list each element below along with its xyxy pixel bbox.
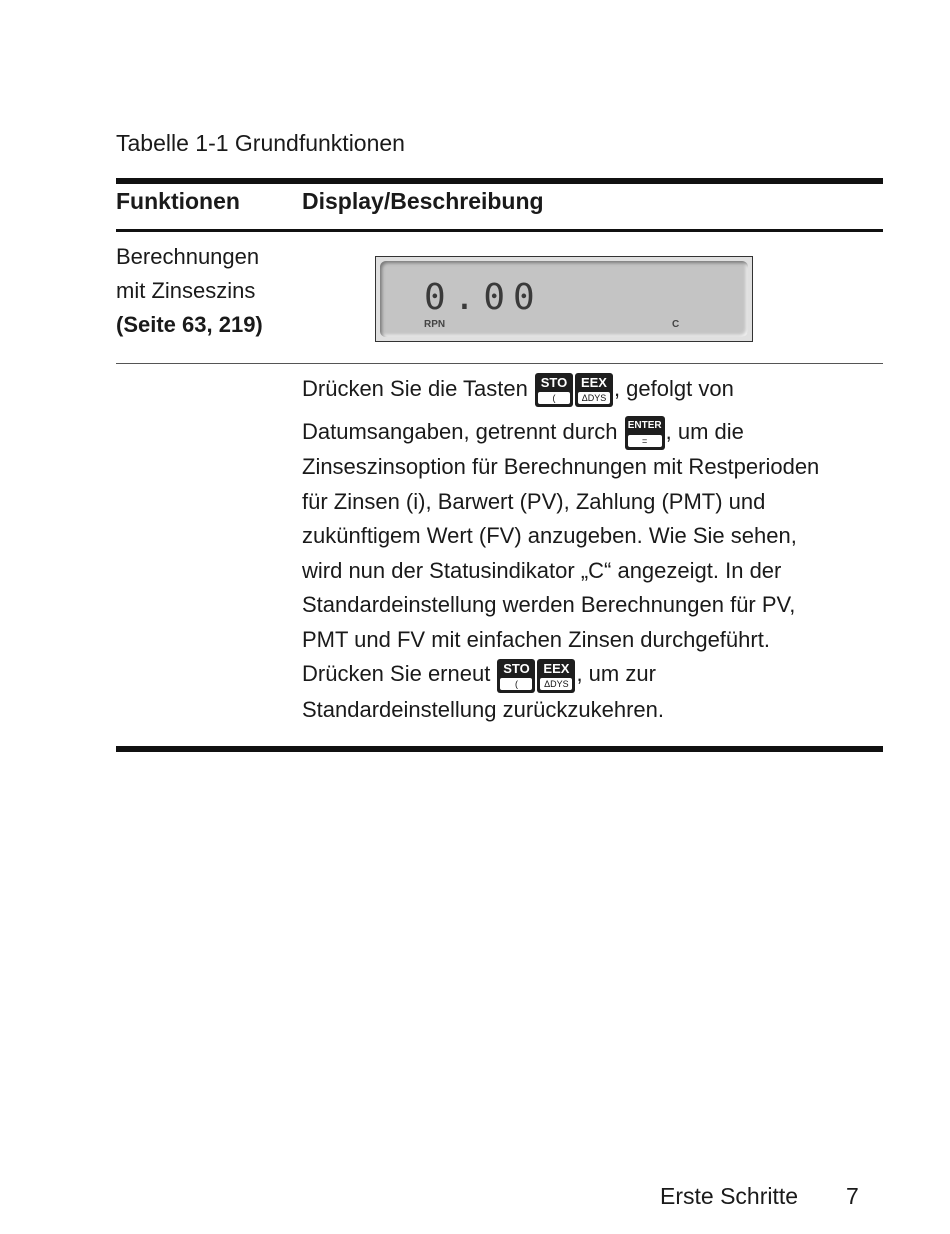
sto-key-icon [497, 659, 535, 693]
sto-key-label: STO [503, 660, 530, 676]
lcd-screen [380, 261, 748, 337]
table-caption: Tabelle 1-1 Grundfunktionen [116, 130, 405, 156]
footer-section-title: Erste Schritte [660, 1183, 799, 1209]
function-name-line2: mit Zinseszins [116, 278, 256, 303]
desc-line-1 [302, 372, 872, 407]
function-page-ref: (Seite 63, 219) [116, 312, 263, 337]
function-name-line1: Berechnungen [116, 244, 260, 269]
desc-line-4: für Zinsen (i), Barwert (PV), Zahlung (PMT) und [302, 488, 766, 514]
desc-line-1a: Drücken Sie die Tasten [302, 376, 534, 401]
desc-line-1b: , gefolgt von [613, 376, 734, 401]
enter-key-icon [625, 416, 665, 450]
desc-line-9 [302, 657, 872, 692]
function-cell [116, 240, 263, 342]
header-rule [116, 229, 883, 232]
desc-line-2 [302, 415, 872, 450]
sto-key-shift-label: ( [500, 678, 532, 690]
table-bottom-rule [116, 746, 883, 752]
desc-line-7: Standardeinstellung werden Berechnungen für PV, [302, 592, 796, 618]
row-divider [116, 363, 883, 364]
desc-line-10: Standardeinstellung zurückzukehren. [302, 696, 665, 722]
lcd-rpn-indicator: RPN [424, 319, 446, 330]
enter-key-label: ENTER [627, 420, 662, 432]
page-number: 7 [846, 1183, 859, 1209]
calculator-display [375, 256, 753, 342]
header-display-description: Display/Beschreibung [302, 188, 544, 214]
desc-line-8: PMT und FV mit einfachen Zinsen durchgeführt. [302, 626, 770, 652]
eex-key-shift-label: ΔDYS [578, 392, 610, 404]
desc-line-2b: , um die [665, 419, 744, 445]
sto-key-icon [535, 373, 573, 407]
desc-line-5: zukünftigem Wert (FV) anzugeben. Wie Sie sehen, [302, 523, 797, 549]
eex-key-shift-label: ΔDYS [540, 678, 572, 690]
header-functions: Funktionen [116, 188, 240, 214]
sto-key-shift-label: ( [538, 392, 570, 404]
lcd-value: 0.00 [424, 277, 543, 318]
table-top-rule [116, 178, 883, 184]
desc-line-6: wird nun der Statusindikator „C“ angezeigt. In der [302, 557, 782, 583]
eex-key-label: EEX [580, 375, 607, 391]
eex-key-icon [537, 659, 575, 693]
sto-key-label: STO [540, 375, 568, 391]
desc-line-3: Zinseszinsoption für Berechnungen mit Restperioden [302, 454, 820, 480]
desc-line-9a: Drücken Sie erneut [302, 661, 497, 687]
enter-key-shift-label: = [628, 435, 662, 447]
description-cell [302, 372, 872, 727]
eex-key-label: EEX [543, 660, 570, 676]
eex-key-icon [575, 373, 613, 407]
desc-line-9b: , um zur [576, 661, 656, 687]
lcd-c-indicator: C [672, 319, 680, 330]
desc-line-2a: Datumsangaben, getrennt durch [302, 419, 624, 445]
